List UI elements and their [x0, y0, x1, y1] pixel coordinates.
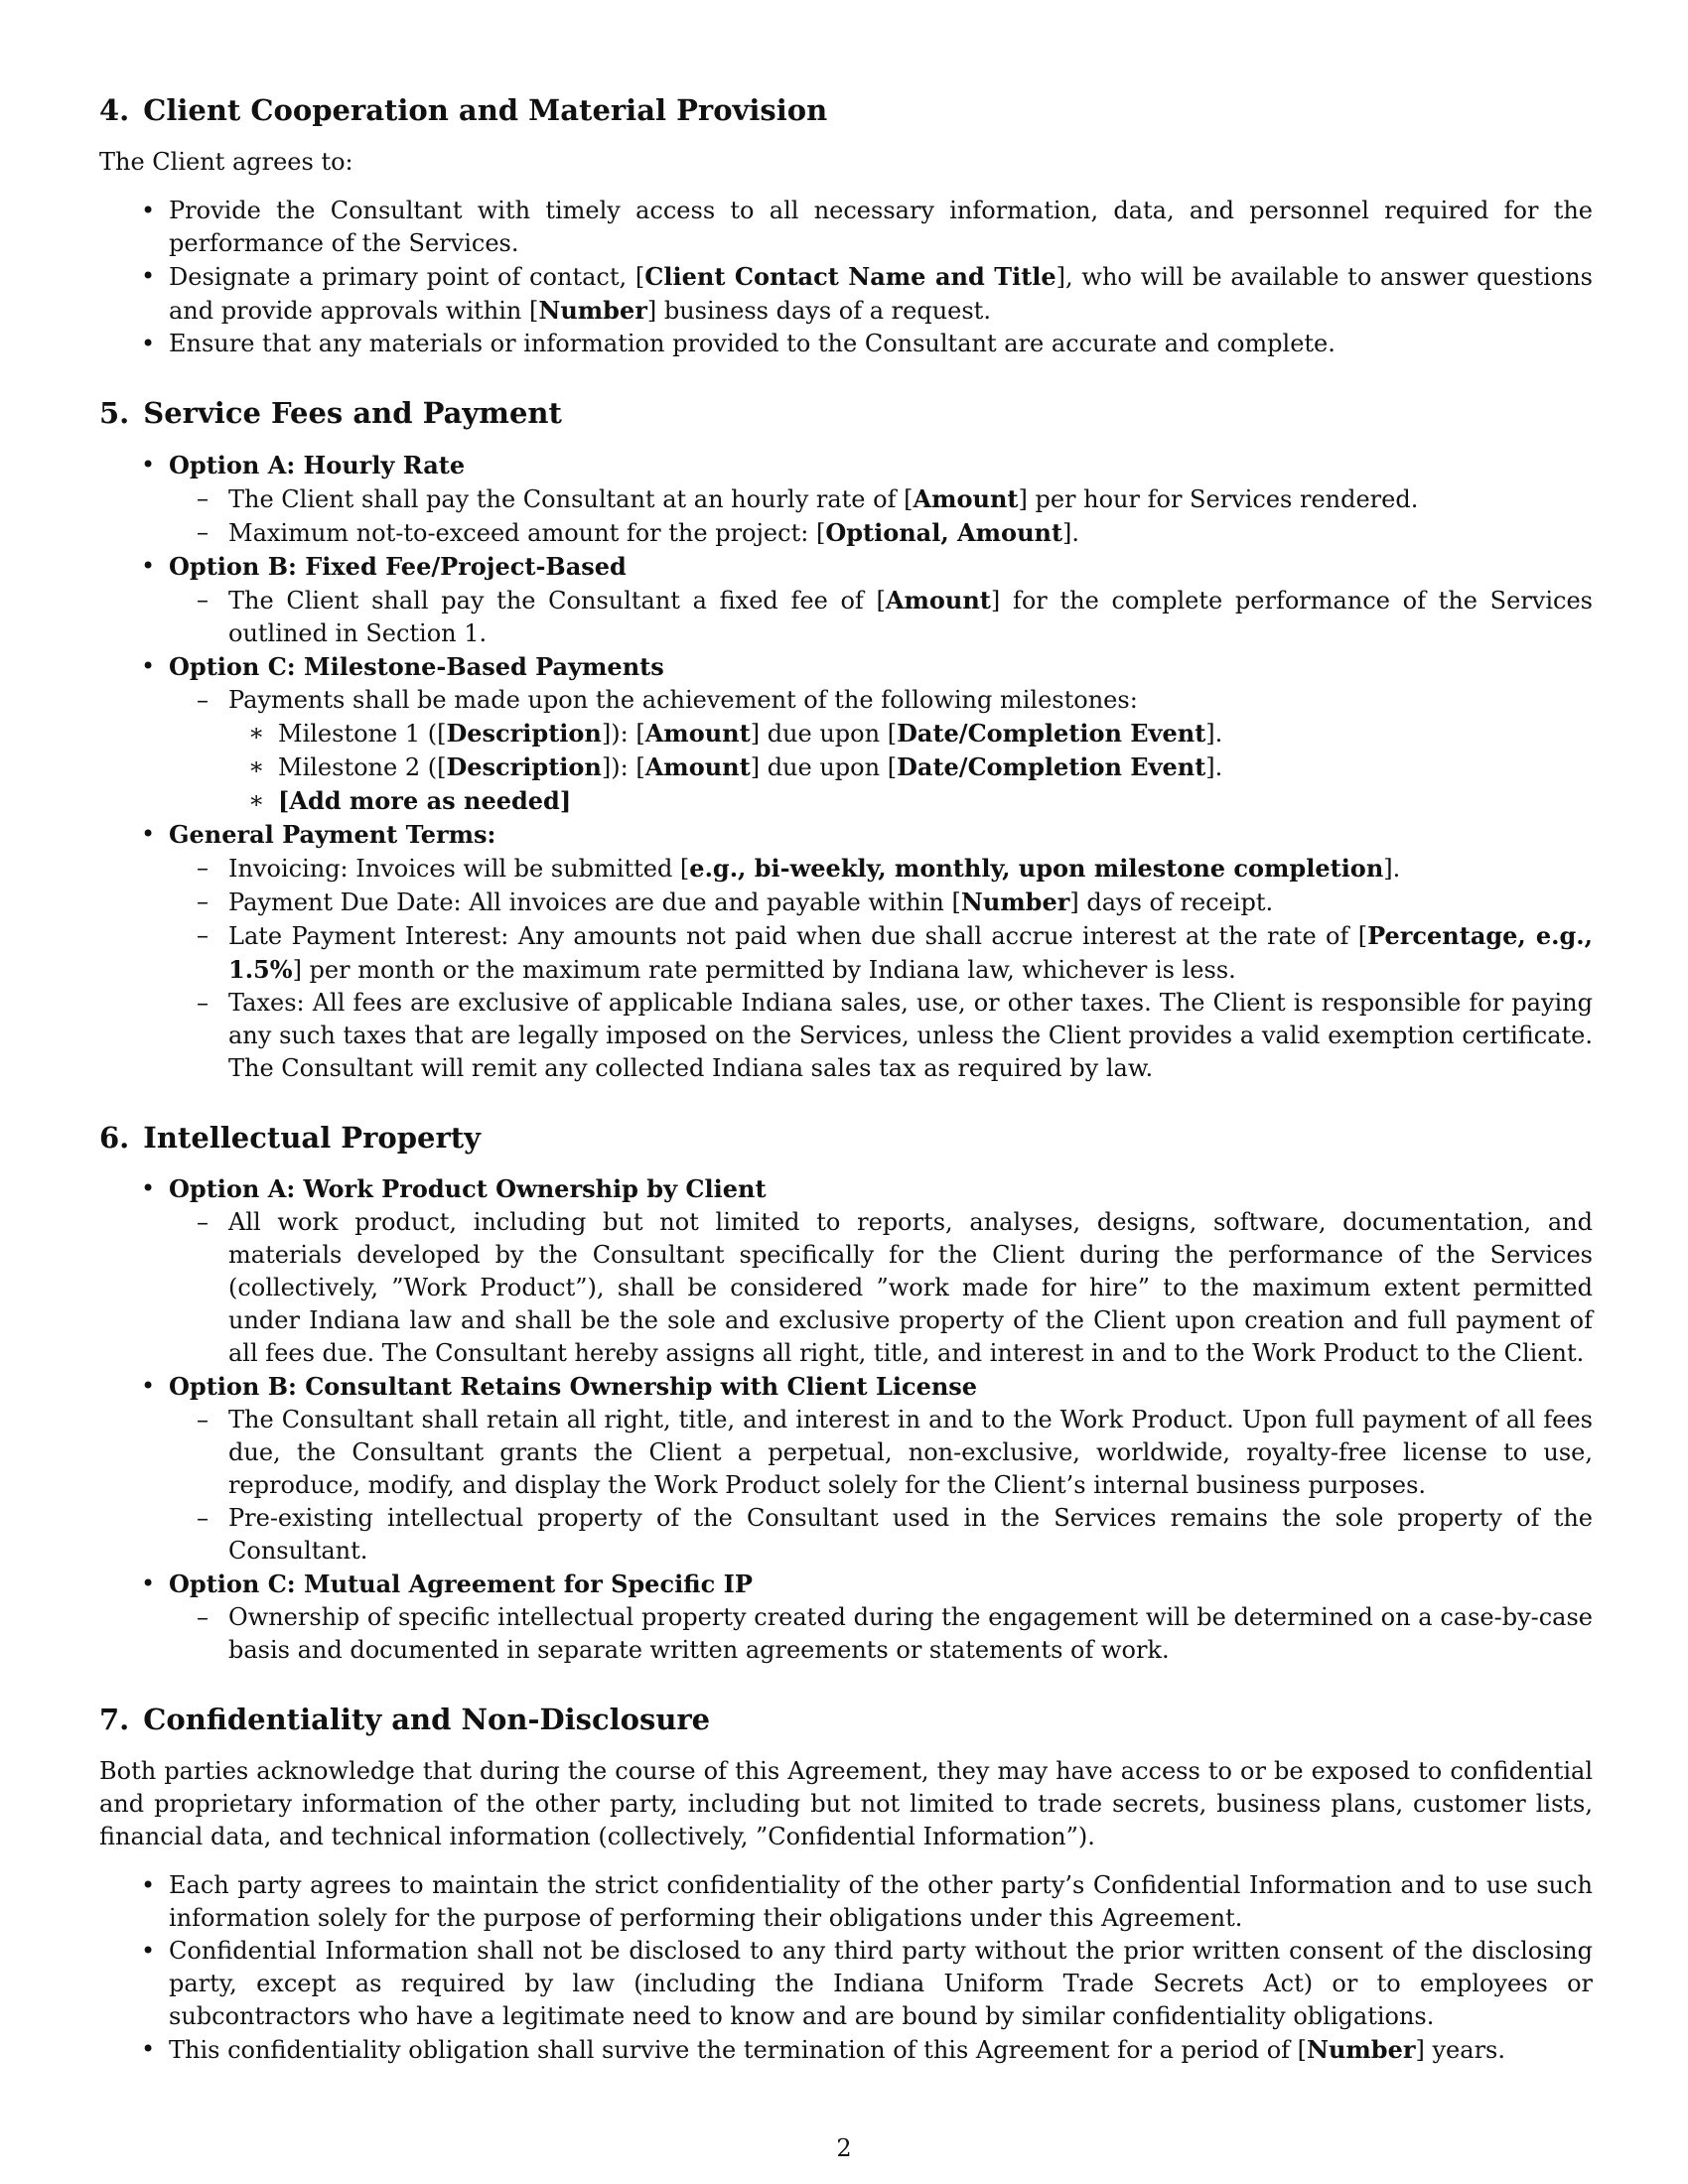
placeholder-field: Number [538, 295, 647, 325]
sub-item: – All work product, including but not limited to reports, analyses, designs, software, documentation, and materials developed by the Consultant specifically for the Client during the performance of the Services (collectively, ”Work Product”), shall be considered ”work made for hire” to the maximum extent permitted under Indiana law and shall be the sole and exclusive property of the Client upon creation and full payment of all fees due. The Consultant hereby assigns all right, title, and interest in and to the Work Product to the Client. [99, 1206, 1593, 1370]
placeholder-field: Percentage, e.g., 1.5% [228, 920, 1593, 984]
placeholder-field: Client Contact Name and Title [644, 261, 1056, 291]
option-label: Option C: Mutual Agreement for Specific IP [169, 1570, 753, 1599]
sub-item: – Pre-existing intellectual property of the Consultant used in the Services remains the sole property of the Consultant. [99, 1502, 1593, 1568]
text-run: ] [559, 785, 572, 815]
section-heading [99, 1121, 1593, 1156]
text-run: Payment Due Date: All invoices are due and payable within [ [228, 887, 961, 916]
text-run: ] business days of a request. [646, 296, 991, 325]
option-heading [99, 1370, 1593, 1404]
text-run: ]): [ [601, 752, 645, 781]
text-run: ] due upon [ [750, 752, 898, 781]
placeholder-field: Number [960, 887, 1070, 916]
text-run: ] for the complete performance of the Services outlined in Section 1. [228, 586, 1593, 647]
placeholder-field: Add more as needed [289, 785, 560, 815]
list-item [99, 260, 1593, 328]
option-heading [99, 1568, 1593, 1601]
sub-item: – The Consultant shall retain all right, title, and interest in and to the Work Product. Upon full payment of all fees due, the Consultant grants the Client a perpetual, non-exclusive, worldwide, royalty-free license to use, reproduce, modify, and display the Work Product solely for the Client’s internal business purposes. [99, 1404, 1593, 1502]
placeholder-field: Date/Completion Event [897, 751, 1206, 781]
section-confidentiality [99, 1703, 1593, 2067]
placeholder-field: Description [446, 718, 602, 748]
option-label: Option A: Hourly Rate [169, 450, 466, 479]
milestone-item [99, 717, 1593, 751]
option-heading [99, 650, 1593, 684]
section-number: 4. [99, 93, 130, 127]
text-run: ] per hour for Services rendered. [1018, 484, 1419, 513]
text-run: ] years. [1415, 2036, 1505, 2065]
option-heading [99, 818, 1593, 852]
text-run: Milestone 1 ([ [278, 719, 447, 748]
section-service-fees [99, 396, 1593, 1085]
text-run: ]. [1205, 719, 1223, 748]
placeholder-field: e.g., bi-weekly, monthly, upon milestone completion [689, 853, 1384, 883]
section-heading [99, 1703, 1593, 1737]
section-intellectual-property [99, 1121, 1593, 1668]
sub-item [99, 852, 1593, 886]
list-item: • Provide the Consultant with timely access to all necessary information, data, and personnel required for the performance of the Services. [99, 195, 1593, 260]
placeholder-field: Optional, Amount [825, 517, 1063, 547]
option-label: Option A: Work Product Ownership by Client [169, 1174, 767, 1204]
milestone-item [99, 751, 1593, 784]
sub-item: – Payments shall be made upon the achievement of the following milestones: [99, 684, 1593, 717]
section-number: 5. [99, 395, 130, 430]
text-run: ]): [ [601, 719, 645, 748]
bullet-list [99, 449, 1593, 1085]
text-run: ] days of receipt. [1069, 887, 1274, 916]
placeholder-field: Description [446, 751, 602, 781]
placeholder-field: Amount [885, 585, 991, 614]
text-run: ]. [1062, 518, 1080, 547]
sub-item [99, 516, 1593, 550]
page-number: 2 [836, 2134, 852, 2162]
option-label: General Payment Terms: [169, 819, 496, 849]
section-intro: The Client agrees to: [99, 147, 353, 176]
option-heading [99, 449, 1593, 482]
text-run: The Client shall pay the Consultant at an hourly rate of [ [228, 484, 914, 513]
section-title: Intellectual Property [143, 1120, 481, 1155]
text-run: Designate a primary point of contact, [ [169, 262, 645, 291]
sub-item: – Taxes: All fees are exclusive of applicable Indiana sales, use, or other taxes. The Client is responsible for paying any such taxes that are legally imposed on the Services, unless the Client provides a valid exemption certificate. The Consultant will remit any collected Indiana sales tax as required by law. [99, 987, 1593, 1085]
text-run: Maximum not-to-exceed amount for the project: [ [228, 518, 826, 547]
text-run: Invoicing: Invoices will be submitted [ [228, 854, 690, 883]
sub-item [99, 919, 1593, 987]
list-item [99, 2033, 1593, 2067]
section-number: 6. [99, 1120, 130, 1155]
text-run: ] due upon [ [750, 719, 898, 748]
document-page [99, 93, 1593, 2103]
text-run: ] per month or the maximum rate permitted by Indiana law, whichever is less. [292, 955, 1236, 984]
option-heading [99, 1172, 1593, 1206]
bullet-list [99, 1869, 1593, 2067]
option-label: Option B: Consultant Retains Ownership with Client License [169, 1372, 978, 1402]
section-title: Confidentiality and Non-Disclosure [143, 1703, 711, 1737]
text-run: ]. [1383, 854, 1401, 883]
placeholder-field: Amount [644, 718, 751, 748]
section-intro: Both parties acknowledge that during the course of this Agreement, they may have access to or be exposed to confidential and proprietary information of the other party, including but not limited to trade secrets, business plans, customer lists, financial data, and technical information (collectively, ”Confidential Information”). [99, 1757, 1593, 1851]
placeholder-field: Number [1307, 2035, 1416, 2065]
list-item: • Confidential Information shall not be disclosed to any third party without the prior written consent of the disclosing party, except as required by law (including the Indiana Uniform Trade Secrets Act) or to employees or subcontractors who have a legitimate need to know and are bound by similar confidentiality obligations. [99, 1935, 1593, 2033]
option-heading [99, 550, 1593, 584]
text-run: This confidentiality obligation shall survive the termination of this Agreement for a period of [ [169, 2036, 1308, 2065]
placeholder-field: Date/Completion Event [897, 718, 1206, 748]
list-item: • Ensure that any materials or information provided to the Consultant are accurate and complete. [99, 328, 1593, 360]
sub-item: – Ownership of specific intellectual property created during the engagement will be determined on a case-by-case basis and documented in separate written agreements or statements of work. [99, 1601, 1593, 1667]
option-label: Option B: Fixed Fee/Project-Based [169, 551, 627, 581]
bullet-list [99, 195, 1593, 360]
milestone-item [99, 784, 1593, 818]
section-client-cooperation [99, 93, 1593, 360]
placeholder-field: Amount [913, 483, 1019, 513]
section-heading [99, 396, 1593, 431]
text-run: ]. [1205, 752, 1223, 781]
text-run: The Client shall pay the Consultant a fixed fee of [ [228, 586, 886, 614]
section-title: Service Fees and Payment [143, 395, 562, 430]
placeholder-field: Amount [644, 751, 751, 781]
text-run: [ [278, 785, 290, 815]
text-run: ], who will be available to answer questions and provide approvals within [ [169, 262, 1593, 325]
section-heading [99, 93, 1593, 128]
list-item: • Each party agrees to maintain the strict confidentiality of the other party’s Confidential Information and to use such information solely for the purpose of performing their obligations under this Agreement. [99, 1869, 1593, 1935]
text-run: Late Payment Interest: Any amounts not paid when due shall accrue interest at the rate of [ [228, 921, 1368, 950]
bullet-list [99, 1172, 1593, 1667]
option-label: Option C: Milestone-Based Payments [169, 651, 664, 681]
section-number: 7. [99, 1703, 130, 1737]
sub-item [99, 886, 1593, 919]
section-title: Client Cooperation and Material Provision [143, 93, 828, 127]
sub-item [99, 482, 1593, 516]
text-run: Milestone 2 ([ [278, 752, 447, 781]
sub-item [99, 584, 1593, 650]
